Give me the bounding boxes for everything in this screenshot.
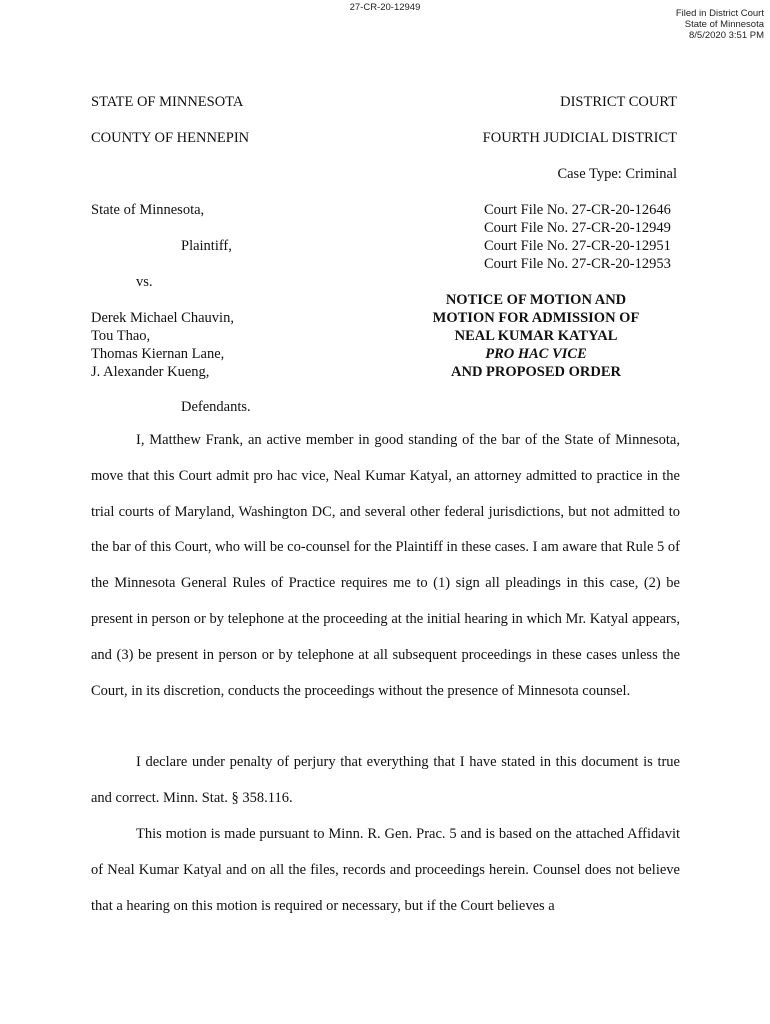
defendant-name: Tou Thao,: [91, 328, 151, 344]
district-heading: FOURTH JUDICIAL DISTRICT: [482, 130, 677, 146]
defendant-name: Derek Michael Chauvin,: [91, 310, 234, 326]
motion-title-line: NEAL KUMAR KATYAL: [454, 328, 618, 344]
motion-title-line: MOTION FOR ADMISSION OF: [432, 310, 640, 326]
state-heading: STATE OF MINNESOTA: [91, 94, 244, 110]
court-heading: DISTRICT COURT: [560, 94, 677, 110]
motion-title-line: PRO HAC VICE: [485, 346, 587, 362]
court-file-number: Court File No. 27-CR-20-12953: [484, 256, 671, 272]
case-type: Case Type: Criminal: [557, 166, 677, 182]
county-heading: COUNTY OF HENNEPIN: [91, 130, 250, 146]
versus-label: vs.: [136, 274, 153, 290]
motion-title-line: AND PROPOSED ORDER: [451, 364, 621, 380]
court-file-number: Court File No. 27-CR-20-12949: [484, 220, 671, 236]
defendant-name: J. Alexander Kueng,: [91, 364, 210, 380]
body-paragraph: I declare under penalty of perjury that everything that I have stated in this document is true and correct. Minn. Stat. § 358.116.: [91, 754, 680, 806]
court-file-number: Court File No. 27-CR-20-12951: [484, 238, 671, 254]
plaintiff-name: State of Minnesota,: [91, 202, 205, 218]
defendant-name: Thomas Kiernan Lane,: [91, 346, 225, 362]
filed-stamp-line: Filed in District Court: [675, 8, 764, 19]
defendants-role: Defendants.: [181, 399, 251, 415]
motion-title: [420, 291, 652, 381]
body-paragraph: I, Matthew Frank, an active member in good standing of the bar of the State of Minnesota, move that this Court admit pro hac vice, Neal Kumar Katyal, an attorney admitted to practice in the trial courts of Maryland, Washington DC, and several other federal jurisdictions, but not admitted to the bar of this Court, who will be co-counsel for the Plaintiff in these cases. I am aware that Rule 5 of the Minnesota General Rules of Practice requires me to (1) sign all pleadings in this case, (2) be present in person or by telephone at the proceeding at the initial hearing in which Mr. Katyal appears, and (3) be present in person or by telephone at all subsequent proceedings in these cases unless the Court, in its discretion, conducts the proceedings without the presence of Minnesota counsel.: [91, 432, 680, 699]
motion-title-line: NOTICE OF MOTION AND: [445, 292, 627, 308]
court-file-number: Court File No. 27-CR-20-12646: [484, 202, 671, 218]
filed-stamp: [676, 8, 764, 41]
filed-stamp-line: State of Minnesota: [684, 19, 764, 30]
header-file-number: 27-CR-20-12949: [349, 2, 421, 13]
filed-stamp-line: 8/5/2020 3:51 PM: [689, 30, 764, 41]
body-paragraph: This motion is made pursuant to Minn. R. Gen. Prac. 5 and is based on the attached Affidavit of Neal Kumar Katyal and on all the files, records and proceedings herein. Counsel does not believe that a hearing on this motion is required or necessary, but if the Court believes a: [91, 826, 680, 914]
plaintiff-role: Plaintiff,: [181, 238, 232, 254]
court-file-numbers: [484, 201, 671, 273]
defendants-list: [91, 309, 234, 381]
